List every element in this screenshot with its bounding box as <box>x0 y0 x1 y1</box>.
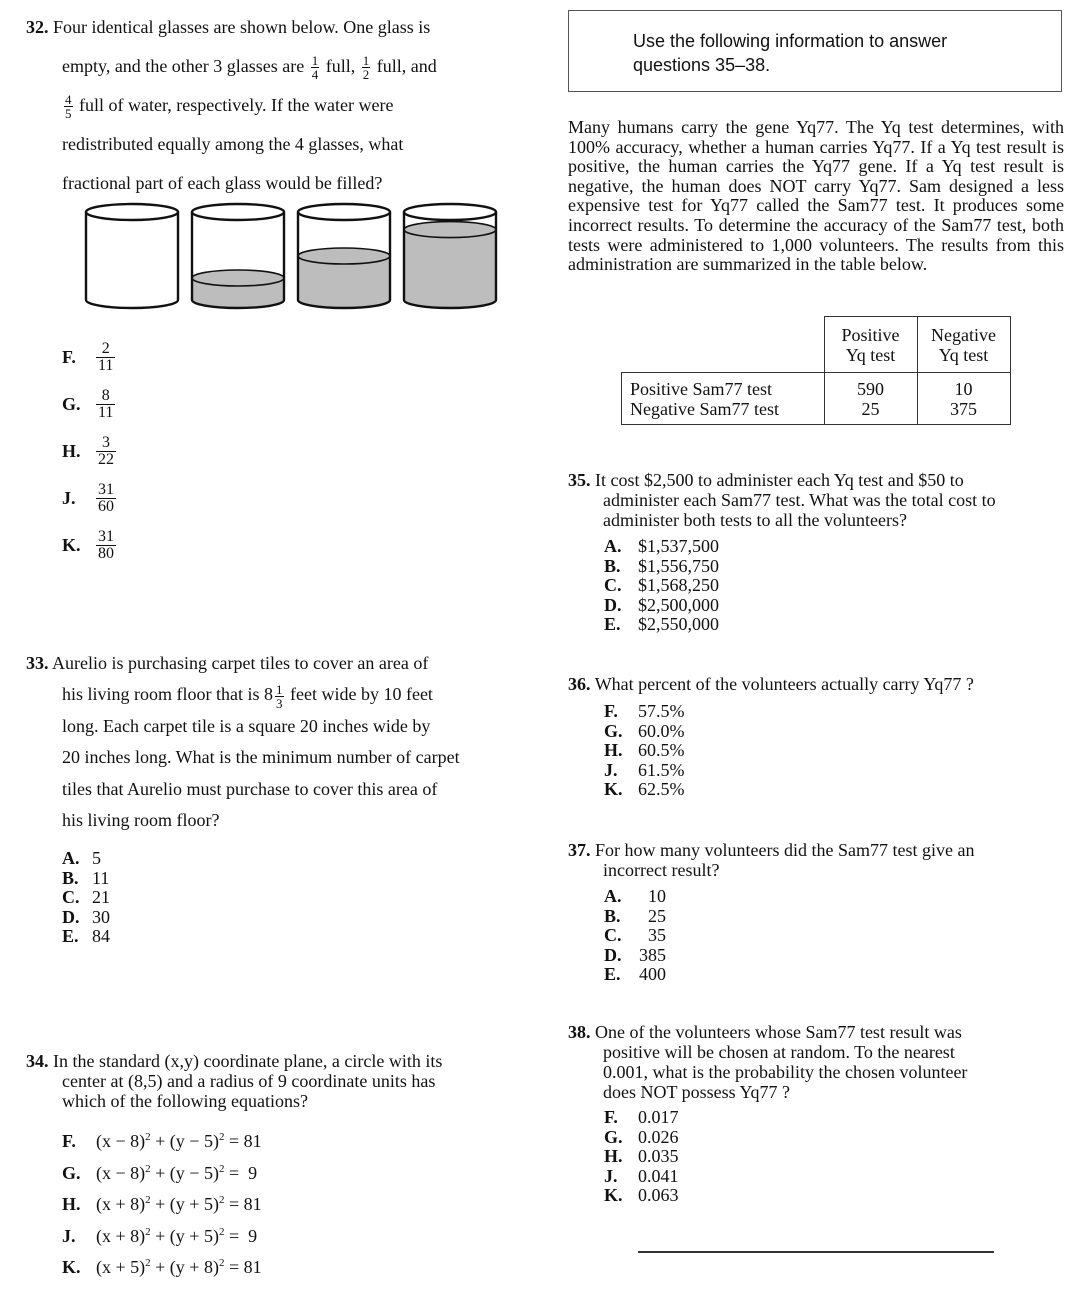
question-38-options <box>604 1108 679 1206</box>
table-cell: 590 25 <box>824 373 917 425</box>
question-text: long. Each carpet tile is a square 20 inches wide by <box>62 715 431 736</box>
answer-option[interactable]: J. 61.5% <box>604 759 685 780</box>
answer-option[interactable]: A. 5 <box>62 848 101 868</box>
question-text: Four identical glasses are shown below. One glass is <box>53 17 431 37</box>
answer-option[interactable]: B. 25 <box>604 905 666 926</box>
question-text: tiles that Aurelio must purchase to cover this area of <box>62 778 438 799</box>
glass-3 <box>298 204 390 308</box>
answer-option[interactable]: D. 385 <box>604 944 666 965</box>
question-36 <box>568 674 1064 694</box>
question-35-options <box>604 537 719 635</box>
water-surface <box>192 270 284 286</box>
question-33 <box>26 648 526 836</box>
question-text: redistributed equally among the 4 glasses, what <box>62 134 404 154</box>
info-line: questions 35–38. <box>633 55 771 75</box>
question-text: his living room floor? <box>62 810 220 831</box>
answer-option[interactable]: J. 0.041 <box>604 1165 679 1186</box>
question-38 <box>568 1022 1064 1102</box>
question-number: 34. <box>26 1051 49 1071</box>
answer-option[interactable]: A. 10 <box>604 886 666 906</box>
answer-option[interactable]: F. 57.5% <box>604 701 685 721</box>
question-number: 32. <box>26 17 49 37</box>
four-glasses-illustration <box>80 200 500 312</box>
answer-option[interactable]: G. 0.026 <box>604 1126 679 1147</box>
column-header: Negative Yq test <box>917 317 1010 373</box>
answer-option[interactable]: F. 2 11 <box>62 340 114 374</box>
answer-option[interactable]: E. 84 <box>62 926 110 947</box>
question-text: fractional part of each glass would be filled? <box>62 173 383 193</box>
info-line: Use the following information to answer <box>633 31 948 51</box>
question-text: positive will be chosen at random. To the nearest <box>603 1042 955 1062</box>
question-text: administer each Sam77 test. What was the total cost to <box>603 490 996 510</box>
option-fraction: 31 60 <box>98 481 114 515</box>
glass-4 <box>404 204 496 308</box>
answer-option[interactable]: H. 3 22 <box>62 434 114 468</box>
question-text: Aurelio is purchasing carpet tiles to cover an area of <box>52 653 429 673</box>
question-text: One of the volunteers whose Sam77 test result was <box>595 1022 962 1042</box>
fraction-one-half: $\frac{1}{2}$ <box>362 53 370 83</box>
question-32 <box>26 8 526 203</box>
question-34 <box>26 1051 526 1111</box>
question-text: In the standard (x,y) coordinate plane, a circle with its <box>53 1051 443 1071</box>
answer-option[interactable]: J. $(x + 8)^2 + (y + 5)^2 = 9$ <box>62 1225 258 1246</box>
option-fraction: 31 80 <box>98 528 114 562</box>
answer-option[interactable]: K. $(x + 5)^2 + (y + 8)^2 = 81$ <box>62 1257 262 1277</box>
answer-option[interactable]: B. $1,556,750 <box>604 555 719 576</box>
question-text: does NOT possess Yq77 ? <box>603 1082 790 1102</box>
answer-option[interactable]: D. $2,500,000 <box>604 594 719 615</box>
question-number: 33. <box>26 653 49 673</box>
answer-option[interactable]: E. 400 <box>604 964 666 985</box>
question-text: full, <box>325 56 356 76</box>
option-fraction: 3 22 <box>98 434 114 468</box>
question-text: It cost $2,500 to administer each Yq test and $50 to <box>595 470 964 490</box>
fraction-one-third: $\frac{1}{3}$ <box>276 681 283 711</box>
question-text: full, and <box>376 56 437 76</box>
answer-option[interactable]: E. $2,550,000 <box>604 614 719 635</box>
info-box <box>568 10 1062 92</box>
question-text: which of the following equations? <box>62 1091 308 1111</box>
question-text: 0.001, what is the probability the chosen volunteer <box>603 1062 968 1082</box>
answer-option[interactable]: K. 0.063 <box>604 1185 679 1206</box>
glass-rim <box>192 204 284 220</box>
question-37-options <box>604 887 666 985</box>
water-surface <box>298 248 390 264</box>
water-surface <box>404 222 496 238</box>
answer-option[interactable]: G. $(x - 8)^2 + (y - 5)^2 = 9$ <box>62 1162 258 1183</box>
glass-2 <box>192 204 284 308</box>
answer-option[interactable]: K. 31 80 <box>62 528 114 562</box>
option-fraction: 8 11 <box>98 387 114 421</box>
answer-option[interactable]: D. 30 <box>62 906 110 927</box>
fraction-four-fifths: $\frac{4}{5}$ <box>65 92 72 122</box>
question-text: 20 inches long. What is the minimum number of carpet <box>62 747 460 768</box>
question-32-options <box>62 334 116 569</box>
question-35 <box>568 470 1064 530</box>
question-number: 37. <box>568 840 591 860</box>
answer-option[interactable]: F. $(x - 8)^2 + (y - 5)^2 = 81$ <box>62 1131 262 1151</box>
passage: Many humans carry the gene Yq77. The Yq test determines, with 100% accuracy, whether a human carries Yq77. If a Yq test result is positive, the human carries the Yq77 gene. If a Yq test result is negative, the human does NOT carry Yq77. Sam designed a less expensive test for Yq77 called the Sam77 test. It produces some incorrect results. To determine the accuracy of the Sam77 test, both tests were administered to 1,000 volunteers. The results from this administration are summarized in the table below. <box>568 117 1064 275</box>
question-text: his living room floor that is 8 <box>62 684 273 705</box>
answer-option[interactable]: G. 60.0% <box>604 720 685 741</box>
fraction-one-quarter: $\frac{1}{4}$ <box>311 53 319 83</box>
answer-option[interactable]: K. 62.5% <box>604 779 685 800</box>
water-fill <box>404 230 496 308</box>
question-number: 35. <box>568 470 591 490</box>
question-number: 38. <box>568 1022 591 1042</box>
question-text: incorrect result? <box>603 860 720 880</box>
question-34-options <box>62 1124 262 1282</box>
question-text: feet wide by 10 feet <box>290 684 433 705</box>
question-text: full of water, respectively. If the water were <box>79 95 394 115</box>
answer-option[interactable]: H. 0.035 <box>604 1146 679 1167</box>
option-fraction: 2 11 <box>98 340 114 374</box>
answer-option[interactable]: H. $(x + 8)^2 + (y + 5)^2 = 81$ <box>62 1194 262 1214</box>
answer-option[interactable]: G. 8 11 <box>62 387 114 421</box>
glass-rim <box>298 204 390 220</box>
question-text: For how many volunteers did the Sam77 test give an <box>595 840 975 860</box>
question-number: 36. <box>568 674 591 694</box>
results-table <box>621 316 1011 425</box>
question-text: What percent of the volunteers actually carry Yq77 ? <box>594 674 974 694</box>
end-rule <box>638 1251 994 1253</box>
answer-option[interactable]: C. $1,568,250 <box>604 575 719 596</box>
glass-outline <box>86 212 178 308</box>
glass-1 <box>86 204 178 308</box>
question-text: administer both tests to all the volunteers? <box>603 510 907 530</box>
answer-option[interactable]: C. 35 <box>604 925 666 946</box>
answer-option[interactable]: J. 31 60 <box>62 481 114 515</box>
row-header: Positive Sam77 test Negative Sam77 test <box>622 373 825 425</box>
answer-option[interactable]: F. 0.017 <box>604 1107 679 1127</box>
column-header: Positive Yq test <box>824 317 917 373</box>
answer-option[interactable]: A. $1,537,500 <box>604 536 719 556</box>
question-33-options <box>62 849 110 947</box>
question-text: center at (8,5) and a radius of 9 coordinate units has <box>62 1071 436 1091</box>
answer-option[interactable]: B. 11 <box>62 867 110 888</box>
glass-rim <box>86 204 178 220</box>
glass-rim <box>404 204 496 220</box>
table-cell: 10 375 <box>917 373 1010 425</box>
question-text: empty, and the other 3 glasses are <box>62 56 305 76</box>
question-36-options <box>604 702 685 800</box>
question-37 <box>568 840 1064 880</box>
answer-option[interactable]: C. 21 <box>62 887 110 908</box>
answer-option[interactable]: H. 60.5% <box>604 740 685 761</box>
